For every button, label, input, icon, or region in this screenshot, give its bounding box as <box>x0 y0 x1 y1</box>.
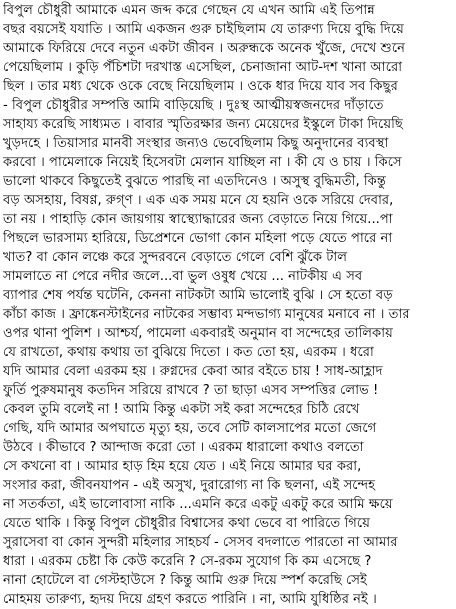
text-line: বড় অসহায়, বিষণ্ণ, রুগ্ণ । এক এক সময় মনে যে হয়নি ওকে সরিয়ে দেবার, <box>3 193 394 208</box>
text-line: ফুর্তি পুরুষমানুষ কতদিন সরিয়ে রাখবে ? তা ছাড়া এসব সম্পত্তির লোভ ! <box>3 383 379 398</box>
text-line: পিছলে ভারসাম্য হারিয়ে, ডিপ্রেশনে ভোগা কোন মহিলা পড়ে যেতে পারে না <box>3 231 393 246</box>
text-line: সুরাসেবা বা কোন সুন্দরী মহিলার সাহচর্য - সেসব বদলাতে পারতো না আমার <box>3 535 398 550</box>
text-line: তা নয় । পাহাড়ি কোন জায়গায় স্বাস্থ্যোদ্ধারের জন্য বেড়াতে নিয়ে গিয়ে...পা <box>3 212 393 227</box>
text-line: সংসার করা, জীবনযাপন - এই অসুখ, দুরারোগ্য না কি ছলনা, এই সন্দেহ <box>3 478 376 493</box>
text-line: ছিল । তার মধ্য থেকে ওকে বেছে নিয়েছিলাম । ওকে ধার দিয়ে যাব সব কিছুর <box>3 79 398 94</box>
text-line: আমাকে ফিরিয়ে দেবে নতুন একটা জীবন । অরুন্ধকে অনেক খুঁজে, দেখে শুনে <box>3 41 406 56</box>
text-line: করবো । পামেলাকে নিয়েই হিসেবটা মেলান যাচ্ছিল না । কী যে ও চায় । কিসে <box>3 155 402 170</box>
text-line: খুড়দহে । তিয়াসার মানবী সংস্থার জন্যও ভেবেছিলাম কিছু অনুদানের ব্যবস্থা <box>3 136 389 151</box>
text-line: - বিপুল চৌধুরীর সম্পত্তি আমি বাড়িয়েছি । দুঃস্থ আত্মীয়স্বজনদের দাঁড়াতে <box>3 98 384 113</box>
text-line: বছর বয়সেই যযাতি । আমি একজন গুরু চাইছিলাম যে তারুণ্য দিয়ে বুদ্ধি দিয়ে <box>3 22 404 37</box>
text-line: পেয়েছিলাম । কুড়ি পঁচিশটা দরখাস্ত এসেছিল, চেনাজানা আট-দশ খানা আরো <box>3 60 403 75</box>
text-line: মোহময় তারুণ্য, হৃদয় দিয়ে গ্রহণ করতে পারিনি । না, আমি যুধিষ্ঠির নই । <box>3 592 377 607</box>
text-line: সাহায্য করেছি সাধ্যমত । বাবার স্মৃতিরক্ষার জন্য মেয়েদের ইস্কুলে টাকা দিয়েছি <box>3 117 403 132</box>
text-line: ভালো থাকবে কিছুতেই বুঝতে পারছি না এতদিনেও । অসুস্থ বুদ্ধিমতী, কিন্তু <box>3 174 386 189</box>
text-line: ধারা । এরকম চেষ্টা কি কেউ করেনি ? সে-রকম সুযোগ কি কম এসেছে ? <box>3 554 372 569</box>
text-line: সামলাতে না পেরে নদীর জলে...বা ভুল ওষুধ খেয়ে ... নাটকীয় এ সব <box>3 269 363 284</box>
text-line: ব্যাপার শেষ পর্যন্ত ঘটেনি, কেননা নাটকটা আমি ভালোই বুঝি । সে হতো বড় <box>3 288 393 303</box>
text-line: খাত? বা কোন লঞ্চে করে সুন্দরবনে বেড়াতে গেলে বেশি ঝুঁকে টাল <box>3 250 348 265</box>
text-line: গেছি, যদি আমার অপঘাতে মৃত্যু হয়, তবে সেটি কালসাপের মতো জেগে <box>3 421 377 436</box>
text-line: যদি আমার বেলা এরকম হয় । রুগ্নদের কেবা আর বইতে চায় ! সাধ-আহ্লাদ <box>3 364 383 379</box>
text-line: যেতে থাকি । কিন্তু বিপুল চৌধুরীর বিশ্বাসের কথা ভেবে বা পারিতে গিয়ে <box>3 516 371 531</box>
text-line: কাঁচা কাজ । ফ্রাঙ্কেনস্টাইনের নাটকের সম্ভাব্য মন্দভাগ্য মানুষের মনাবে না । তার <box>3 307 410 322</box>
text-line: ওপর থানা পুলিশ । আশ্চর্য, পামেলা একবারই অনুমান বা সন্দেহের তালিকায় <box>3 326 393 341</box>
text-line: বিপুল চৌধুরী আমাকে এমন জব্দ করে গেছেন যে এখন আমি এই তিপান্ন <box>3 3 375 18</box>
text-line: উঠবে । কীভাবে ? আন্দাজ করো তো । এরকম ধারালো কথাও বলতো <box>3 440 364 455</box>
text-line: কেবল তুমি বলেই না ! আমি কিন্তু একটা সই করা সন্দেহের চিঠি রেখে <box>3 402 360 417</box>
text-line: না সতর্কতা, এই ভালোবাসা নাকি ...এমনি করে একটু একটু করে আমি ক্ষয়ে <box>3 497 393 512</box>
text-line: সে কখনো বা । আমার হাড় হিম হয়ে যেত । এই নিয়ে আমার ঘর করা, <box>3 459 362 474</box>
text-line: নানা হোটেলে বা গেস্টহাউসে ? কিন্তু আমি গুরু দিয়ে স্পর্শ করেছি সেই <box>3 573 367 588</box>
text-line: যে রাখতো, কথায় কথায় তা বুঝিয়ে দিতো । কত তো হয়, এরকম । ধরো <box>3 345 374 360</box>
